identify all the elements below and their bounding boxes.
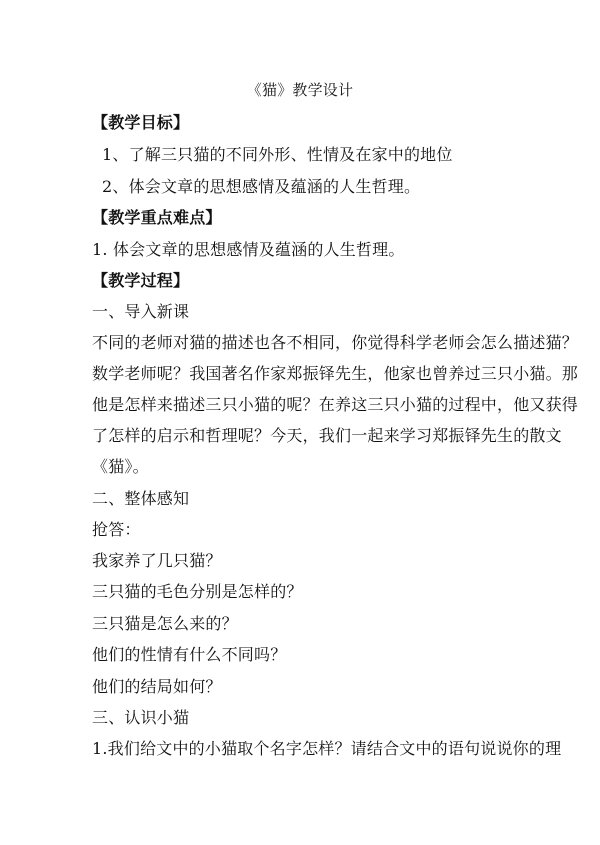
goal-item-2: 2、体会文章的思想感情及蕴涵的人生哲理。 — [102, 177, 421, 196]
goal-item-1: 1、了解三只猫的不同外形、性情及在家中的地位 — [102, 145, 453, 164]
question-item: 三只猫是怎么来的？ — [92, 614, 238, 633]
section-heading-know-cats: 三、认识小猫 — [92, 708, 190, 727]
paragraph-line: 不同的老师对猫的描述也各不相同，你觉得科学老师会怎么描述猫？ — [92, 333, 579, 352]
heading-teaching-goals: 【教学目标】 — [92, 113, 190, 132]
paragraph-line: 数学老师呢？我国著名作家郑振铎先生，他家也曾养过三只小猫。那 — [92, 364, 579, 383]
task-item-1: 1.我们给文中的小猫取个名字怎样？请结合文中的语句说说你的理 — [92, 739, 562, 758]
key-point-item-1: 1. 体会文章的思想感情及蕴涵的人生哲理。 — [92, 240, 405, 259]
question-item: 三只猫的毛色分别是怎样的？ — [92, 582, 303, 601]
paragraph-line: 《猫》。 — [92, 457, 149, 476]
paragraph-line: 他是怎样来描述三只小猫的呢？在养这三只小猫的过程中，他又获得 — [92, 395, 579, 414]
section-heading-intro: 一、导入新课 — [92, 302, 190, 321]
document-title: 《猫》教学设计 — [246, 81, 354, 99]
heading-teaching-process: 【教学过程】 — [92, 271, 190, 290]
paragraph-line: 了怎样的启示和哲理呢？今天，我们一起来学习郑振铎先生的散文 — [92, 426, 562, 445]
section-heading-overview: 二、整体感知 — [92, 489, 190, 508]
question-item: 他们的结局如何？ — [92, 677, 222, 696]
question-item: 他们的性情有什么不同吗？ — [92, 645, 287, 664]
question-item: 我家养了几只猫？ — [92, 551, 222, 570]
heading-key-points: 【教学重点难点】 — [92, 208, 222, 227]
quick-answer-label: 抢答： — [92, 520, 141, 539]
